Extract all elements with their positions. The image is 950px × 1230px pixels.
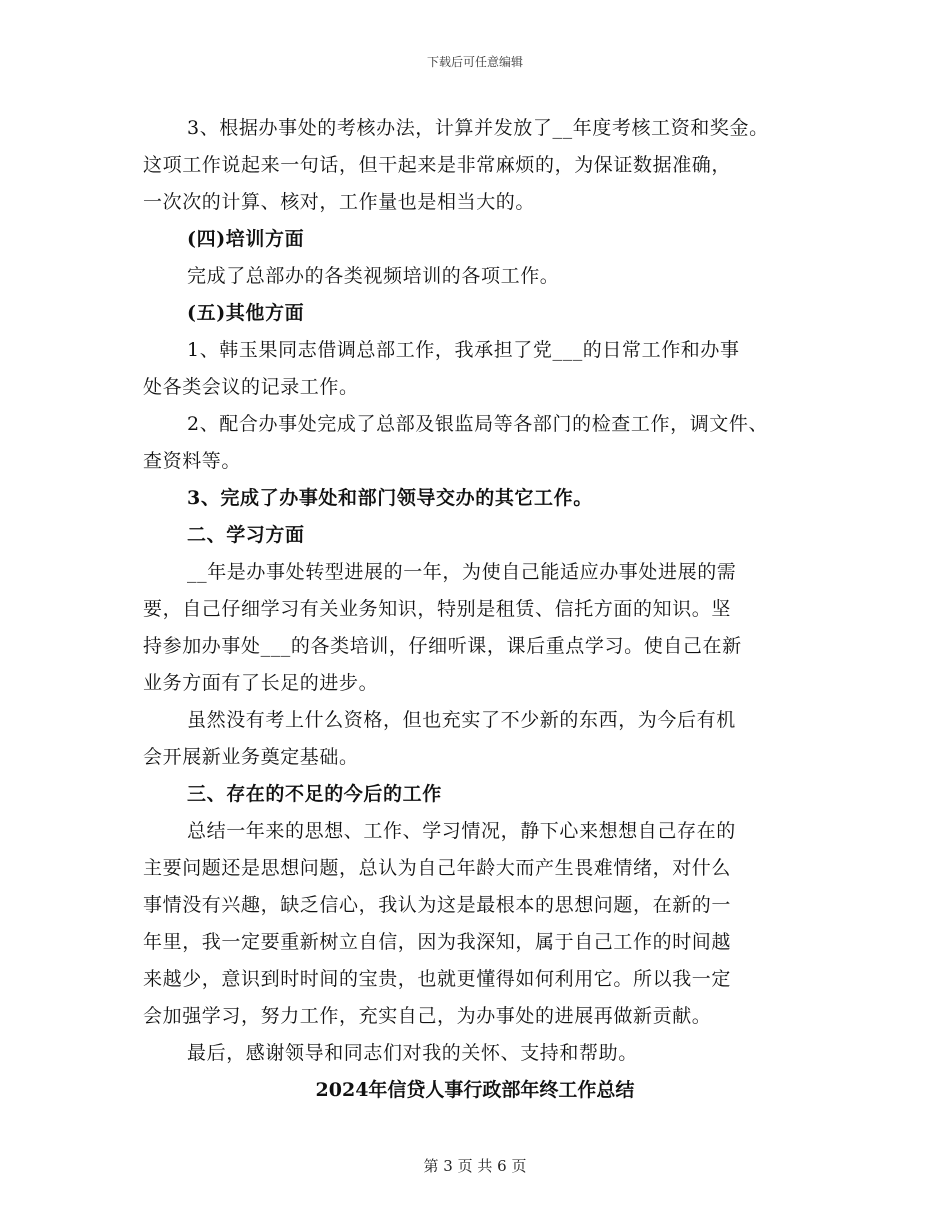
page-header: 下载后可任意编辑 bbox=[426, 55, 523, 69]
page-footer: 第 3 页 共 6 页 bbox=[423, 1157, 527, 1175]
paragraph-line: 2、配合办事处完成了总部及银监局等各部门的检查工作，调文件、 bbox=[187, 413, 769, 435]
paragraph-line: 总结一年来的思想、工作、学习情况，静下心来想想自己存在的 bbox=[187, 820, 736, 842]
paragraph-line: 3、根据办事处的考核办法，计算并发放了__年度考核工资和奖金。 bbox=[187, 117, 769, 139]
paragraph-line: 处各类会议的记录工作。 bbox=[143, 376, 359, 398]
paragraph-line: 年里，我一定要重新树立自信，因为我深知，属于自己工作的时间越 bbox=[143, 931, 732, 953]
paragraph-line: 业务方面有了长足的进步。 bbox=[143, 672, 379, 694]
paragraph-line: 主要问题还是思想问题，总认为自己年龄大而产生畏难情绪，对什么 bbox=[143, 857, 732, 879]
section-heading: 三、存在的不足的今后的工作 bbox=[187, 783, 442, 805]
paragraph-line: 来越少，意识到时时间的宝贵，也就更懂得如何利用它。所以我一定 bbox=[143, 968, 732, 990]
section-heading: (五)其他方面 bbox=[187, 302, 305, 324]
paragraph-line: 一次次的计算、核对，工作量也是相当大的。 bbox=[143, 191, 536, 213]
paragraph-line: 要，自己仔细学习有关业务知识，特别是租赁、信托方面的知识。坚 bbox=[143, 598, 732, 620]
paragraph-line: 完成了总部办的各类视频培训的各项工作。 bbox=[187, 265, 560, 287]
paragraph-line: 事情没有兴趣，缺乏信心，我认为这是最根本的思想问题，在新的一 bbox=[143, 894, 732, 916]
paragraph-line: 这项工作说起来一句话，但干起来是非常麻烦的，为保证数据准确， bbox=[143, 154, 732, 176]
paragraph-line: 最后，感谢领导和同志们对我的关怀、支持和帮助。 bbox=[187, 1042, 638, 1064]
paragraph-line: __年是办事处转型进展的一年，为使自己能适应办事处进展的需 bbox=[187, 561, 737, 583]
paragraph-line: 会加强学习，努力工作，充实自己，为办事处的进展再做新贡献。 bbox=[143, 1005, 712, 1027]
paragraph-line: 查资料等。 bbox=[143, 450, 242, 472]
paragraph-line: 虽然没有考上什么资格，但也充实了不少新的东西，为今后有机 bbox=[187, 709, 736, 731]
paragraph-line: 1、韩玉果同志借调总部工作，我承担了党___的日常工作和办事 bbox=[187, 339, 740, 361]
paragraph-line: 会开展新业务奠定基础。 bbox=[143, 746, 359, 768]
document-title: 2024年信贷人事行政部年终工作总结 bbox=[315, 1079, 635, 1101]
paragraph-line: 持参加办事处___的各类培训，仔细听课，课后重点学习。使自己在新 bbox=[143, 635, 742, 657]
section-heading: 二、学习方面 bbox=[187, 524, 305, 546]
section-heading: (四)培训方面 bbox=[187, 228, 305, 250]
section-heading: 3、完成了办事处和部门领导交办的其它工作。 bbox=[187, 487, 593, 509]
